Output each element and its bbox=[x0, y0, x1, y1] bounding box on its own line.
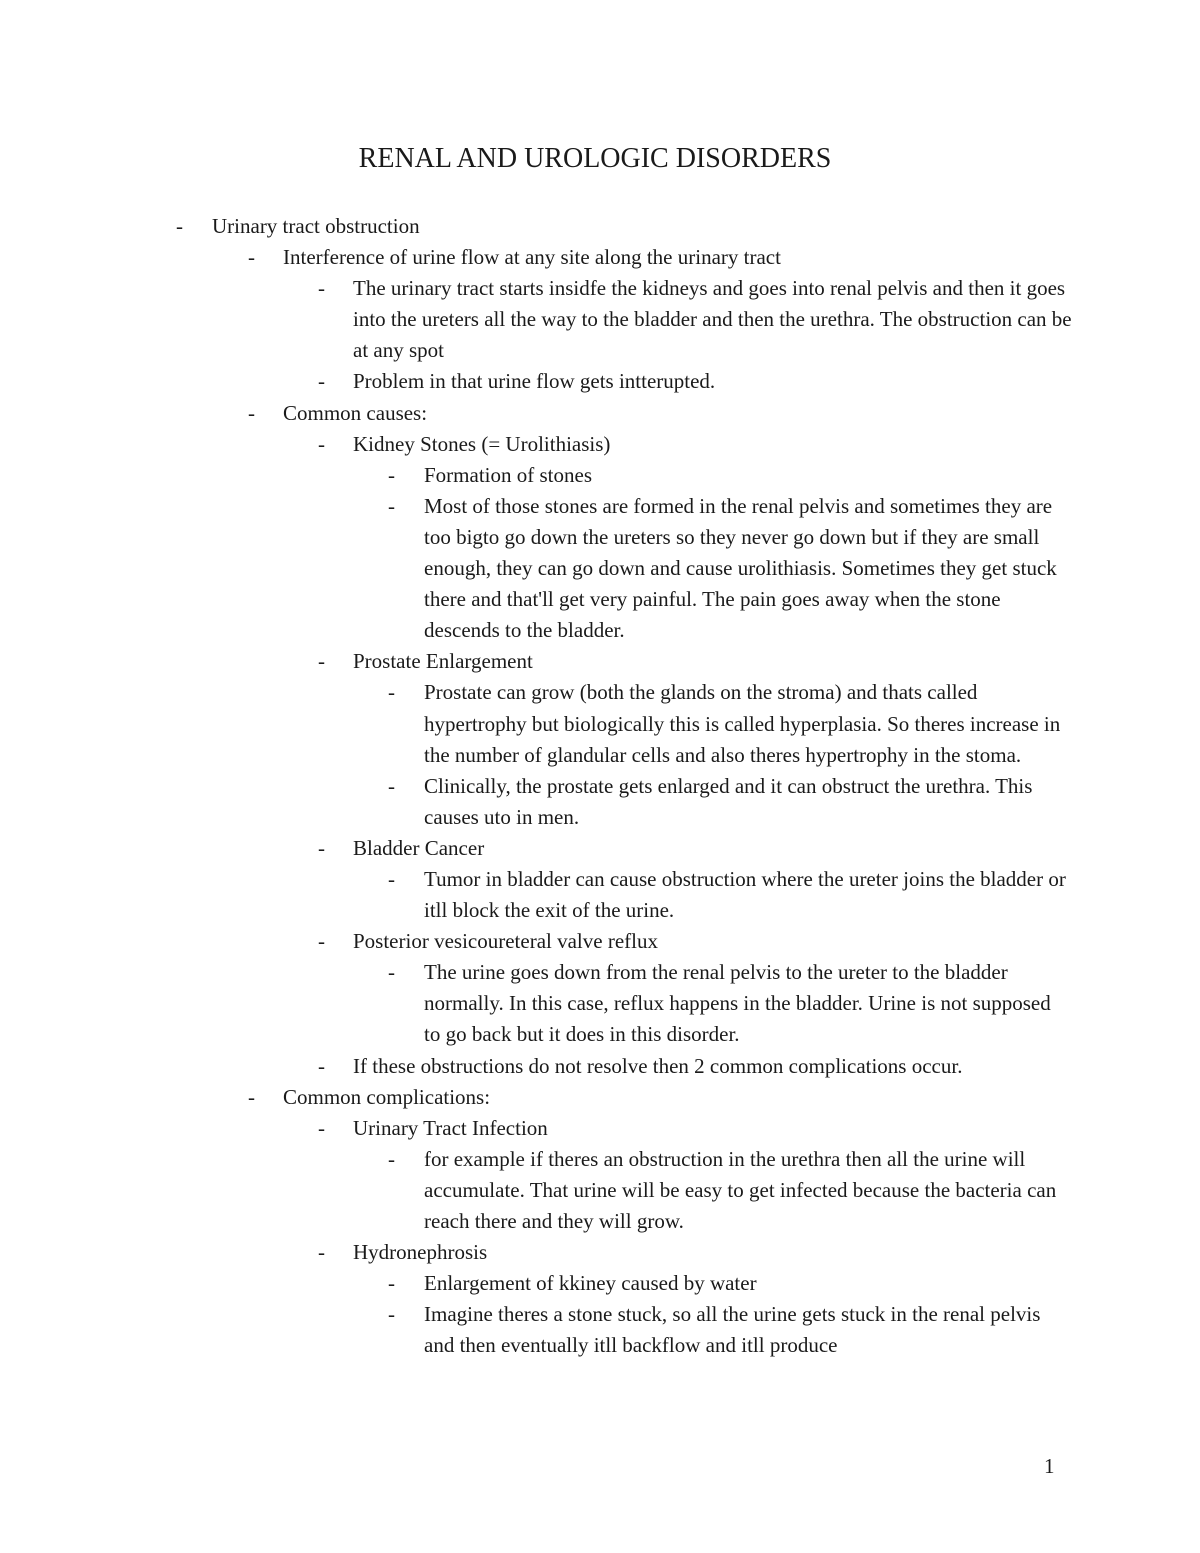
outline-item-level-4 bbox=[0, 771, 1069, 833]
outline-item-text: Bladder Cancer bbox=[353, 835, 485, 860]
outline-item-text: Posterior vesicoureteral valve reflux bbox=[353, 929, 658, 954]
outline-item-level-4 bbox=[0, 957, 1069, 1050]
bullet-dash: - bbox=[388, 1146, 395, 1171]
outline-item-text: Hydronephrosis bbox=[353, 1240, 488, 1265]
outline-item-text: Interference of urine flow at any site along the urinary tract bbox=[283, 245, 781, 270]
outline-item-text: Common complications: bbox=[283, 1084, 491, 1109]
page-number: 1 bbox=[1044, 1454, 1055, 1478]
outline-item-level-3 bbox=[0, 1237, 1073, 1268]
outline-item-text: Clinically, the prostate gets enlarged and it can obstruct the urethra. This causes uto in men. bbox=[424, 773, 1033, 829]
outline-item-level-4 bbox=[0, 1144, 1069, 1237]
outline-item-text: Kidney Stones (= Urolithiasis) bbox=[353, 431, 611, 456]
outline-item-level-4 bbox=[0, 491, 1069, 646]
outline-item-text: Formation of stones bbox=[424, 462, 592, 487]
outline-item-text: Tumor in bladder can cause obstruction where the ureter joins the bladder or itll block the exit of the urine. bbox=[424, 866, 1066, 923]
bullet-dash: - bbox=[318, 1053, 325, 1078]
outline-item-level-4 bbox=[0, 677, 1069, 770]
outline-item-text: Common causes: bbox=[283, 400, 428, 425]
outline-item-level-3 bbox=[0, 926, 1073, 957]
page-title: RENAL AND UROLOGIC DISORDERS bbox=[358, 143, 832, 174]
outline-item-level-3 bbox=[0, 833, 1073, 864]
bullet-dash: - bbox=[248, 400, 255, 425]
bullet-dash: - bbox=[318, 1240, 325, 1265]
outline-item-text: Urinary tract obstruction bbox=[212, 214, 420, 238]
outline-item-level-3 bbox=[0, 646, 1073, 677]
bullet-dash: - bbox=[318, 929, 325, 954]
bullet-dash: - bbox=[388, 680, 395, 705]
outline-item-level-3 bbox=[0, 273, 1073, 366]
bullet-outline bbox=[0, 211, 1200, 1361]
outline-item-level-3 bbox=[0, 366, 1073, 397]
outline-item-level-4 bbox=[0, 864, 1069, 926]
bullet-dash: - bbox=[388, 773, 395, 798]
outline-item-text: Imagine theres a stone stuck, so all the urine gets stuck in the renal pelvis and then eventually itll backflow and itll produce bbox=[424, 1302, 1041, 1358]
outline-item-text: The urine goes down from the renal pelvis to the ureter to the bladder normally. In this case, reflux happens in the bladder. Urine is not supposed to go back but it does in this disorder. bbox=[424, 960, 1051, 1047]
outline-item-text: Enlargement of kkiney caused by water bbox=[424, 1271, 757, 1296]
outline-item-level-2 bbox=[0, 242, 1073, 273]
outline-item-text: for example if theres an obstruction in the urethra then all the urine will accumulate. That urine will be easy to get infected because the bacteria can reach there and they will grow. bbox=[424, 1146, 1057, 1233]
bullet-dash: - bbox=[176, 214, 183, 238]
outline-item-level-4 bbox=[0, 1268, 1069, 1299]
bullet-dash: - bbox=[318, 649, 325, 674]
outline-item-text: Prostate can grow (both the glands on the stroma) and thats called hypertrophy but biologically this is called hyperplasia. So theres increase in the number of glandular cells and also theres hypertrophy in the stoma. bbox=[424, 680, 1061, 767]
outline-item-level-3 bbox=[0, 1051, 1073, 1082]
bullet-dash: - bbox=[318, 369, 325, 394]
bullet-dash: - bbox=[318, 1115, 325, 1140]
outline-item-level-2 bbox=[0, 1082, 1073, 1113]
outline-item-level-3 bbox=[0, 1113, 1073, 1144]
bullet-dash: - bbox=[318, 835, 325, 860]
outline-item-level-2 bbox=[0, 398, 1073, 429]
bullet-dash: - bbox=[388, 1302, 395, 1327]
bullet-dash: - bbox=[388, 462, 395, 487]
outline-item-level-3 bbox=[0, 429, 1073, 460]
outline-item-text: Prostate Enlargement bbox=[353, 649, 533, 674]
outline-item-text: Problem in that urine flow gets intterupted. bbox=[353, 369, 716, 394]
bullet-dash: - bbox=[388, 960, 395, 985]
outline-item-text: Most of those stones are formed in the renal pelvis and sometimes they are too bigto go down the ureters so they never go down but if they are small enough, they can go down and cause urolithiasis. Sometimes they get stuck there and that'll get very painful. The pain goes away when the stone descends to the bladder. bbox=[424, 493, 1057, 643]
bullet-dash: - bbox=[318, 276, 325, 301]
outline-item-level-4 bbox=[0, 1299, 1069, 1361]
outline-item-text: If these obstructions do not resolve then 2 common complications occur. bbox=[353, 1053, 963, 1078]
outline-item-level-4 bbox=[0, 460, 1069, 491]
bullet-dash: - bbox=[388, 1271, 395, 1296]
bullet-dash: - bbox=[318, 431, 325, 456]
bullet-dash: - bbox=[248, 1084, 255, 1109]
outline-item-text: The urinary tract starts insidfe the kidneys and goes into renal pelvis and then it goes into the ureters all the way to the bladder and then the urethra. The obstruction can be at any spot bbox=[353, 276, 1072, 363]
outline-item-text: Urinary Tract Infection bbox=[353, 1115, 548, 1140]
bullet-dash: - bbox=[248, 245, 255, 270]
bullet-dash: - bbox=[388, 493, 395, 518]
outline-item-level-1 bbox=[0, 211, 1072, 242]
bullet-dash: - bbox=[388, 866, 395, 891]
